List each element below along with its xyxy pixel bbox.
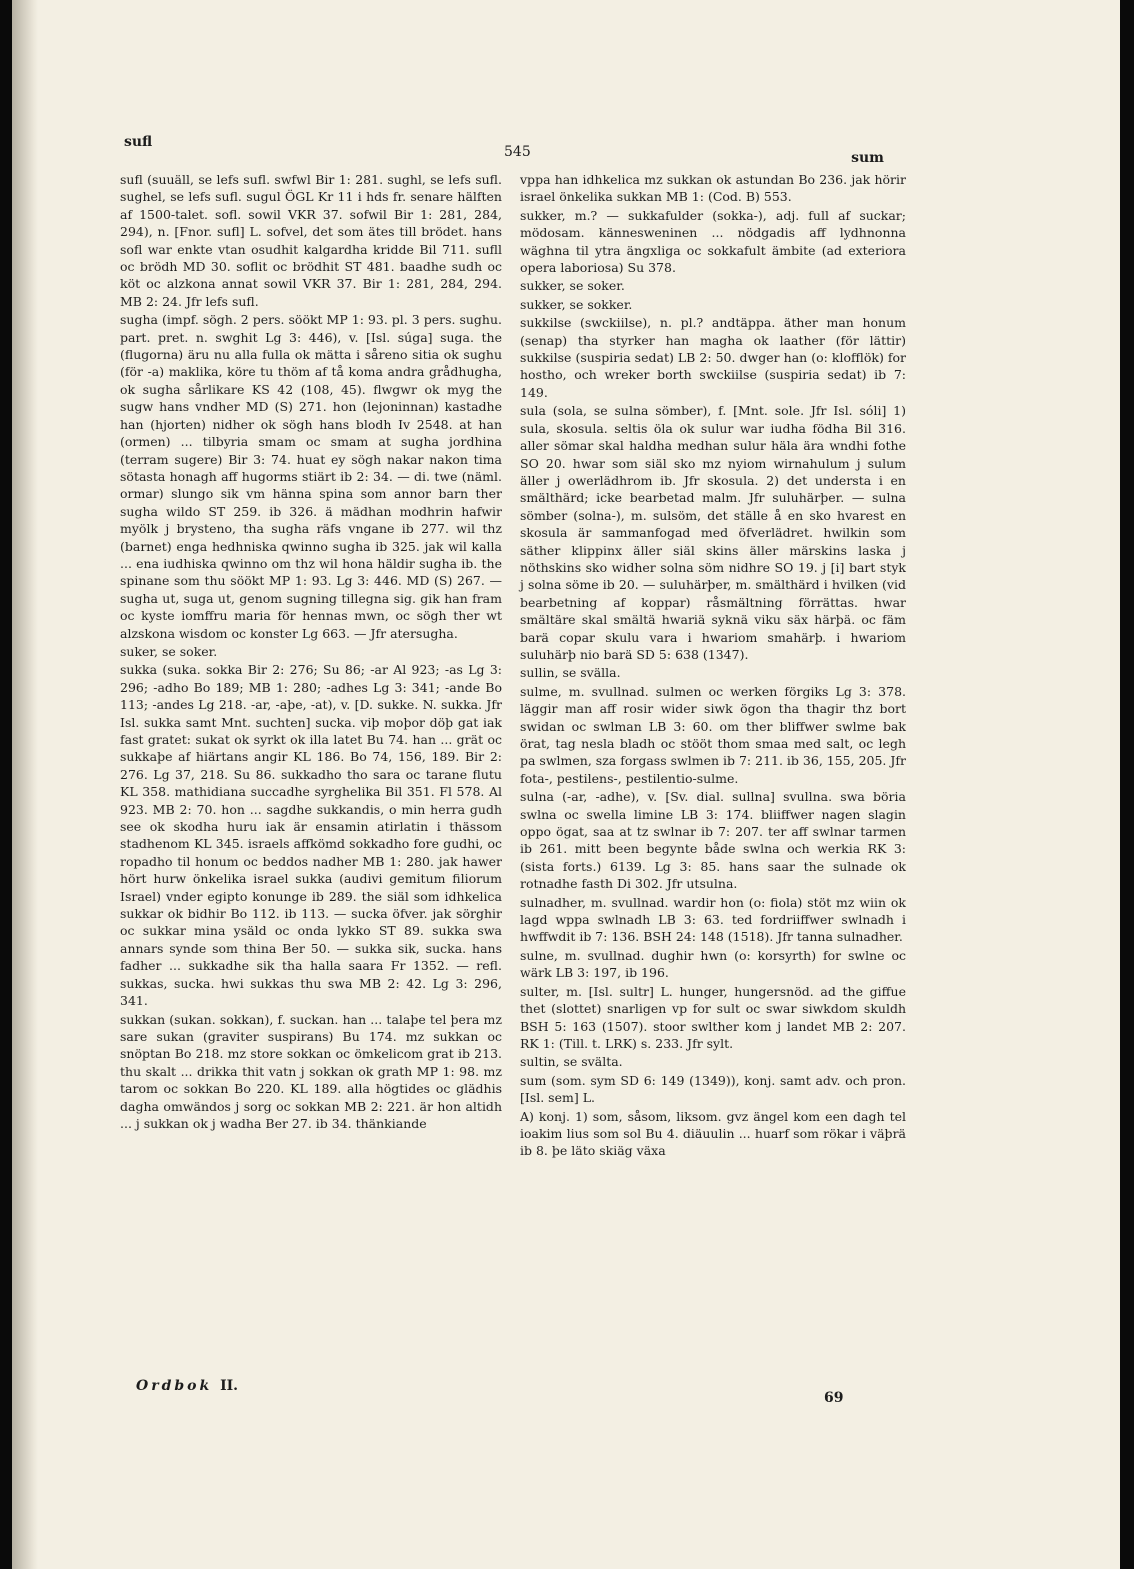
binding-shadow: [12, 0, 38, 1569]
entry-sukkan-cont: vppa han idhkelica mz sukkan ok astundan Bo 236. jak hörir israel önkelika sukkan MB 1: (Cod. B) 553.: [520, 172, 906, 205]
signature-text: Ordbok: [136, 1378, 213, 1394]
right-column: [520, 170, 906, 1160]
entry-sulnadher: sulnadher, m. svullnad. wardir hon (o: fiola) stöt mz wiin ok lagd wppa swlnadh LB 3: 63. ted fordriiffwer swlnadh i hwffwdit ib 7: 136. BSH 24: 148 (1518). Jfr tanna sulnadher.: [520, 894, 906, 945]
left-column: [120, 170, 502, 1132]
entry-sulme: sulme, m. svullnad. sulmen oc werken förgiks Lg 3: 378. läggir man aff rosir wider siwk ögon tha thagir thz bort swidan oc swlman LB 3: 60. om ther bliffwer swlme bak örat, tag nesla bladh oc stööt thom smaa med salt, oc legh pa swlmen, sza forgass swlmen ib 7: 211. ib 36, 155, 205. Jfr fota-, pestilens-, pestilentio-sulme.: [520, 683, 906, 786]
entry-sukker-1: sukker, m.? — sukkafulder (sokka-), adj. full af suckar; mödosam. kännesweninen ... nödgadis aff lydhnonna wäghna til ytra ängxliga oc sokkafult ämbite (ad exteriora opera laboriosa) Su 378.: [520, 207, 906, 276]
page-number-header: 545: [504, 144, 531, 160]
entry-sufl: sufl (suuäll, se lefs sufl. swfwl Bir 1: 281. sughl, se lefs sufl. sughel, se lefs sufl. sugul ÖGL Kr 11 i hds fr. senare hälften af 1500-talet. sofl. sowil VKR 37. sofwil Bir 1: 281, 284, 294), n. [Fnor. sufl] L. sofvel, det som ätes till brödet. hans sofl war enkte vtan osudhit kalgardha kridde Bil 711. sufll oc brödh MD 30. soflit oc brödhit ST 481. baadhe sudh oc köt oc alzkona annat sowil VKR 37. Bir 1: 281, 284, 294. MB 2: 24. Jfr lefs sufl.: [120, 172, 502, 309]
signature-volume: II.: [220, 1378, 239, 1394]
entry-sum: sum (som. sym SD 6: 149 (1349)), konj. samt adv. och pron. [Isl. sem] L.: [520, 1072, 906, 1106]
entry-sula: sula (sola, se sulna sömber), f. [Mnt. sole. Jfr Isl. sóli] 1) sula, skosula. seltis öla ok sulur war iudha födha Bil 316. aller sömar skal haldha medhan sulur häla ära wndhi fothe SO 20. hwar som siäl sko mz nyiom wirnahulum j sulum äller j owerlädhrom ib. Jfr skosula. 2) det understa i en smälthärd; icke bearbetad malm. Jfr suluhärþer. — sulna sömber (solna-), m. sulsöm, det ställe å en sko hvarest en skosula är sammanfogad med öfverlädret. hwilkin som säther klippinx äller siäl skins äller märskins laska j nöthskins sko widher solna söm nidhre SO 19. j [i] bart styk j solna söme ib 20. — suluhärþer, m. smälthärd i hvilken (vid bearbetning af koppar) råsmältning förrättas. hwar smältäre skal smältä hwariä syknä viku säx härþä. oc fäm barä copar skulu vara i hwariom smahärþ. i hwariom suluhärþ nio barä SD 5: 638 (1347).: [520, 403, 906, 662]
entry-sum-a: A) konj. 1) som, såsom, liksom. gvz ängel kom een dagh tel ioakim lius som sol Bu 4. diäuulin ... huarf som rökar i väþrä ib 8. þe läto skiäg växa: [520, 1108, 906, 1159]
entry-sugha: sugha (impf. sögh. 2 pers. söökt MP 1: 93. pl. 3 pers. sughu. part. pret. n. swghit Lg 3: 446), v. [Isl. súga] suga. the (flugorna) äru nu alla fulla ok mätta i såreno sitia ok sughu (för -a) maklika, köre tu thöm af tå koma andra grådhugha, ok sugha sårlikare KS 42 (108, 45). flwgwr ok myg the sugw hans vndher MD (S) 271. hon (lejoninnan) kastadhe han (hjorten) nidher ok sögh hans blodh Iv 2548. at han (ormen) ... tilbyria smam oc smam at sugha jordhina (terram sugere) Bir 3: 74. huat ey sögh nakar nakon tima sötasta honagh aff hugorms stiärt ib 2: 34. — di. twe (näml. ormar) slungo sik vm hänna spina som annor barn ther sugha wildo ST 259. ib 326. ä mädhan modhrin hafwir myölk j brysteno, tha sugha räfs vngane ib 277. wil thz (barnet) enga hedhniska qwinno sugha ib 325. jak wil kalla ... ena iudhiska qwinno om thz wil hona häldir sugha ib. the spinane som thu söökt MP 1: 93. Lg 3: 446. MD (S) 267. — sugha ut, suga ut, genom sugning tillegna sig. gik han fram oc kyste iomffru maria för hennas mwn, oc sögh ther wt alzskona wisdom oc konster Lg 663. — Jfr atersugha.: [120, 312, 502, 641]
entry-sullin: sullin, se svälla.: [520, 665, 621, 681]
running-head-right: sum: [851, 150, 884, 166]
entry-sulna: sulna (-ar, -adhe), v. [Sv. dial. sullna] svullna. swa böria swlna oc swella limine LB 3: 174. bliiffwer nagen slagin oppo ögat, saa at tz swlnar ib 7: 207. ter aff swlnar tarmen ib 261. mitt been begynte både swlna och werkia RK 3: (sista forts.) 6139. Lg 3: 85. hans saar the sulnade ok rotnadhe fasth Di 302. Jfr utsulna.: [520, 789, 906, 892]
sheet-number: 69: [824, 1390, 844, 1406]
entry-sultin: sultin, se svälta.: [520, 1054, 623, 1070]
entry-sukker-3: sukker, se sokker.: [520, 296, 633, 312]
entry-sukka: sukka (suka. sokka Bir 2: 276; Su 86; -ar Al 923; -as Lg 3: 296; -adho Bo 189; MB 1: 280; -adhes Lg 3: 341; -ande Bo 113; -andes Lg 218. -ar, -aþe, -at), v. [D. sukke. N. sukka. Jfr Isl. sukka samt Mnt. suchten] sucka. viþ moþor döþ gat iak fast gratet: sukat ok syrkt ok illa latet Bu 74. han ... grät oc sukkaþe af hiärtans angir KL 186. Bo 74, 156, 189. Bir 2: 276. Lg 37, 218. Su 86. sukkadho tho sara oc tarane flutu KL 358. mathidiana succadhe syrghelika Bil 351. Fl 578. Al 923. MB 2: 70. hon ... sagdhe sukkandis, o min herra gudh see ok skodha huru iak är ensamin atirlatin i thässom stadhenom KL 345. israels affkömd sokkadho fore gudhi, oc ropadho til honum oc beddos nadher MB 1: 280. jak hawer hört hurw önkelika israel sukka (audivi gemitum filiorum Israel) vnder egipto konunge ib 289. the siäl som idhkelica sukkar ok bidhir Bo 112. ib 113. — sucka öfver. jak sörghir oc sukkar mina ysäld oc onda lykko ST 89. sukka swa annars synde som thina Ber 50. — sukka sik, sucka. hans fadher ... sukkadhe sik tha halla saara Fr 1352. — refl. sukkas, sucka. hwi sukkas thu swa MB 2: 42. Lg 3: 296, 341.: [120, 662, 502, 1009]
entry-sukkilse: sukkilse (swckiilse), n. pl.? andtäppa. äther man honum (senap) tha styrker han magha ok laather (för lättir) sukkilse (suspiria sedat) LB 2: 50. dwger han (o: klofflök) for hostho, och wreker borth swckiilse (suspiria sedat) ib 7: 149.: [520, 315, 906, 400]
entry-suker: suker, se soker.: [120, 643, 218, 659]
dictionary-page: [12, 0, 1120, 1569]
entry-sulter: sulter, m. [Isl. sultr] L. hunger, hungersnöd. ad the giffue thet (slottet) snarligen vp for sult oc swar siwkdom skuldh BSH 5: 163 (1507). stoor swlther kom j landet MB 2: 207. RK 1: (Till. t. LRK) s. 233. Jfr sylt.: [520, 983, 906, 1051]
signature-mark: [136, 1378, 238, 1394]
running-head-left: sufl: [124, 134, 153, 150]
entry-sulne: sulne, m. svullnad. dughir hwn (o: korsyrth) for swlne oc wärk LB 3: 197, ib 196.: [520, 947, 906, 981]
entry-sukkan: sukkan (sukan. sokkan), f. suckan. han ... talaþe tel þera mz sare sukan (graviter suspirans) Bu 174. mz sukkan oc snöptan Bo 218. mz store sokkan oc ömkelicom grat ib 213. thu skalt ... drikka thit vatn j sokkan ok grath MP 1: 98. mz tarom oc sokkan Bo 220. KL 189. alla högtides oc glädhis dagha omwändos j sorg oc sokkan MB 2: 221. är hon altidh ... j sukkan ok j wadha Ber 27. ib 34. thänkiande: [120, 1011, 502, 1131]
entry-sukker-2: sukker, se soker.: [520, 278, 625, 294]
